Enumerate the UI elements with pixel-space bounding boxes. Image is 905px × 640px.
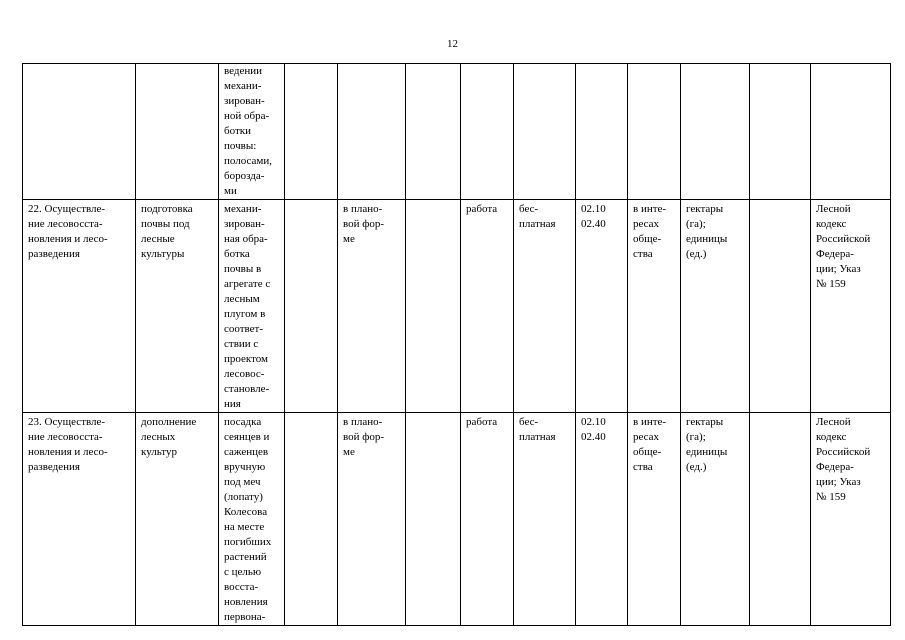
cell-legal-basis: Лесной кодекс Российской Федера- ции; Указ № 159 xyxy=(811,413,891,626)
cell-codes xyxy=(576,64,628,200)
cell-form: в плано- вой фор- ме xyxy=(338,413,406,626)
cell-col-12 xyxy=(750,413,811,626)
cell-col-12 xyxy=(750,64,811,200)
cell-content: ведении механи- зирован- ной обра- ботки почвы: полосами, борозда- ми xyxy=(219,64,285,200)
cell-legal-basis xyxy=(811,64,891,200)
cell-form: в плано- вой фор- ме xyxy=(338,200,406,413)
cell-category xyxy=(628,64,681,200)
cell-content: посадка сеянцев и саженцев вручную под меч (лопату) Колесова на месте погибших растений с целью восста- новления первона- xyxy=(219,413,285,626)
cell-service-name: 23. Осуществле- ние лесовосста- новления и лесо- разведения xyxy=(23,413,136,626)
services-table xyxy=(22,63,891,626)
cell-payment xyxy=(514,64,576,200)
cell-units: гектары (га); единицы (ед.) xyxy=(681,413,750,626)
cell-codes: 02.10 02.40 xyxy=(576,413,628,626)
cell-payment: бес- платная xyxy=(514,413,576,626)
cell-col-6 xyxy=(406,413,461,626)
cell-work-name: подготовка почвы под лесные культуры xyxy=(136,200,219,413)
cell-units xyxy=(681,64,750,200)
cell-col-4 xyxy=(285,64,338,200)
cell-service-name: 22. Осуществле- ние лесовосста- новления и лесо- разведения xyxy=(23,200,136,413)
cell-type: работа xyxy=(461,200,514,413)
cell-col-6 xyxy=(406,64,461,200)
cell-category: в инте- ресах обще- ства xyxy=(628,200,681,413)
cell-type xyxy=(461,64,514,200)
cell-col-6 xyxy=(406,200,461,413)
cell-category: в инте- ресах обще- ства xyxy=(628,413,681,626)
cell-col-4 xyxy=(285,413,338,626)
cell-col-4 xyxy=(285,200,338,413)
cell-payment: бес- платная xyxy=(514,200,576,413)
cell-legal-basis: Лесной кодекс Российской Федера- ции; Указ № 159 xyxy=(811,200,891,413)
cell-form xyxy=(338,64,406,200)
cell-service-name xyxy=(23,64,136,200)
table-row xyxy=(23,64,891,200)
page-number: 12 xyxy=(447,38,458,50)
cell-content: механи- зирован- ная обра- ботка почвы в агрегате с лесным плугом в соответ- ствии с проектом лесовос- становле- ния xyxy=(219,200,285,413)
cell-work-name xyxy=(136,64,219,200)
table-row xyxy=(23,200,891,413)
cell-codes: 02.10 02.40 xyxy=(576,200,628,413)
cell-units: гектары (га); единицы (ед.) xyxy=(681,200,750,413)
cell-col-12 xyxy=(750,200,811,413)
table-row xyxy=(23,413,891,626)
cell-work-name: дополнение лесных культур xyxy=(136,413,219,626)
cell-type: работа xyxy=(461,413,514,626)
